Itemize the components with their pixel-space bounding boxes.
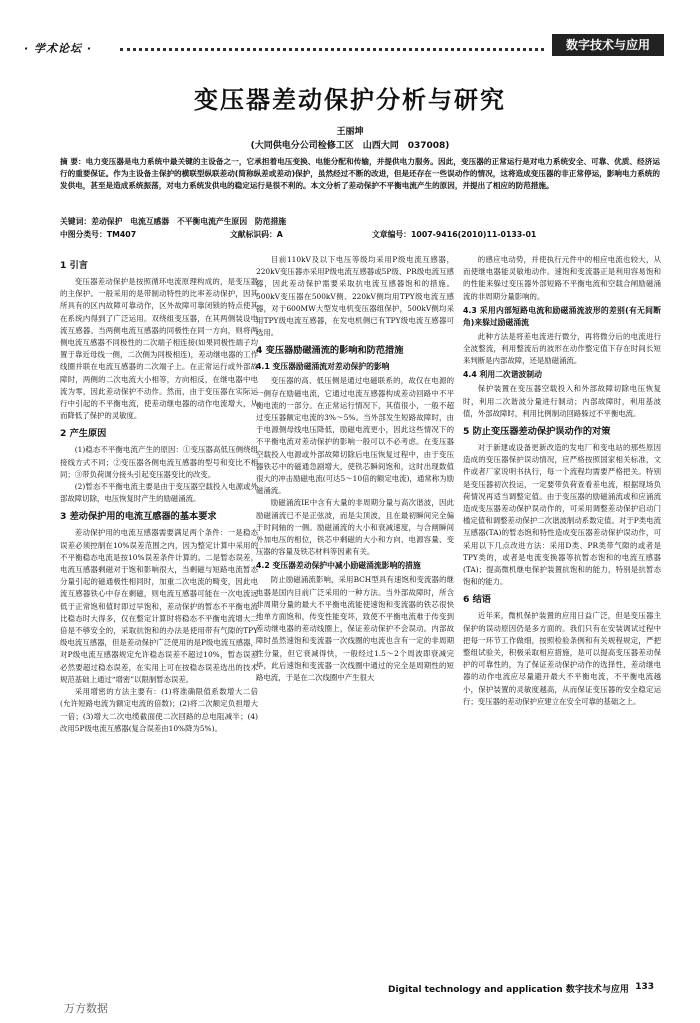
section-heading: 2 产生原因 <box>60 428 107 440</box>
subsection-heading: 4.4 利用二次谐波制动 <box>463 370 542 380</box>
subsection-heading: 4.3 采用内部短路电流和励磁涌流波形的差别(有无间断角)来躲过励磁涌流 <box>463 305 661 327</box>
section-heading: 6 结语 <box>463 594 491 606</box>
journal-tag: 数字技术与应用 <box>552 34 664 56</box>
header-divider <box>120 48 544 51</box>
paragraph: 变压器差动保护是按照循环电流原理构成的，是变压器的主保护。一般采用的是带制动特性的比率差动保护，因其所具有的区内故障可靠动作，区外故障可靠闭锁的特点使其在系统内得到了广泛运用。双绕组变压器，在其两侧装设电流互感器。当两侧电流互感器的同极性在同一方向，则将两侧电流互感器不同极性的二次端子相连接(如果同极性端子均置于靠近母线一侧，二次侧为同极相连)，差动继电器的工作线圈并联在电流互感器的二次端子上。在正常运行或外部故障时，两侧的二次电流大小相等，方向相反，在继电器中电流为零，因此差动保护不动作。然而，由于变压器在实际运行中引起的不平衡电流，使差动继电器的动作电流增大，从而降低了保护的灵敏度。 <box>60 277 258 421</box>
document-code: 文献标识码：A <box>230 230 283 239</box>
abstract: 摘 要：电力变压器是电力系统中最关键的主设备之一，它承担着电压变换、电能分配和传输，并提供电力服务。因此，变压器的正常运行是对电力系统安全、可靠、优质、经济运行的重要保证。作为主设备主保护的横联型纵联差动(简称纵差或差动)保护，虽然经过不断的改进，但是还存在一些误动作的情况，这将造成变压器的非正常停运，影响电力系统的发供电，甚至是造成系统振荡，对电力系统发供电的稳定运行是很不利的。本文分析了差动保护不平衡电流产生的原因，并提出了相应的防范措施。 <box>60 157 660 190</box>
affiliation: (大同供电分公司检修工区 山西大同 037008) <box>250 141 450 151</box>
paragraph: 的感应电动势，并使执行元件中的相应电流也较大，从而使继电器能灵敏地动作。速饱和变流器正是利用容易饱和的性能来躲过变压器外部短路不平衡电流和空载合闸励磁涌流的非周期分量影响的。 <box>463 255 661 301</box>
paragraph: 防止励磁涌流影响，采用BCH型具有速饱和变流器的继电器是国内目前广泛采用的一种方法。当外部故障时，所含非周期分量的最大不平衡电流能使速饱和变流器的铁芯很快地单方面饱和，传变性能变坏，致使不平衡电流难于传变到差动继电器的差动线圈上，保证差动保护不会误动。内部故障时虽然速饱和变流器一次线圈的电流也含有一定的非周期性分量，但它衰减得快，一般经过1.5～2个周波即衰减完毕，此后速饱和变流器一次线圈中通过的完全是周期性的短路电流，于是在二次线圈中产生很大 <box>256 575 454 683</box>
clc-number: 中图分类号：TM407 <box>60 230 137 239</box>
keywords: 关键词：差动保护 电流互感器 不平衡电流产生原因 防范措施 <box>60 217 287 226</box>
paragraph: 此种方法是将差电流进行微分，再将微分后的电流进行全波整流，利用整流后的波形在动作整定值下存在时间长短来判断是内部故障，还是励磁涌流。 <box>463 331 661 366</box>
paragraph: 励磁涌流IE中含有大量的非周期分量与高次谐波，因此励磁涌流已不是正弦波，而是尖顶波，且在最初瞬间完全偏于时间轴的一侧。励磁涌流的大小和衰减速度，与合闸瞬间外加电压的相位，铁芯中剩磁的大小和方向、电源容量、变压器的容量及铁芯材料等因素有关。 <box>256 498 454 557</box>
paragraph: 差动保护用的电流互感器需要满足两个条件：一是稳态误差必须控制在10%误差范围之内，因为整定计算中采用的不平衡稳态电流是按10%误差条件计算的。二是暂态误差，电流互感器剩磁对于饱和影响很大，当剩磁与短路电流暂态分量引起的磁通极性相同时，加重二次电流的畸变，因此电流互感器铁心中存在剩磁，则电流互感器可能在一次电流远低于正常饱和值时即过早饱和，差动保护的暂态不平衡电流比稳态时大得多，仅在整定计算时将稳态不平衡电流增大二倍是不够安全的，采取抗饱和的办法是使用带有气隙的TPY级电流互感器，但是差动保护广泛使用的是P级电流互感器，对P级电流互感器规定允许稳态误差不超过10%，暂态误差必然要超过稳态误差，在实用上可在按稳态误差选出的技术规范基础上通过“增密”以限制暂态误差。 <box>60 528 258 684</box>
column-3 <box>463 254 661 994</box>
journal-footer: Digital technology and application 数字技术与应用 <box>388 985 629 995</box>
paragraph: 目前110kV及以下电压等级均采用P级电流互感器，220kV变压器亦采用P级电流互感器或5P级、PR级电流互感器，因此差动保护需要采取抗电流互感器饱和的措施。500kV变压器在500kV侧、220kV侧均用TPY级电流互感器，对于600MW大型发电机变压器组保护，500kV侧均采用TPY级电流互感器，在发电机侧已有TPY级电流互感器可选用。 <box>256 255 454 338</box>
article-number: 文章编号：1007-9416(2010)11-0133-01 <box>372 230 537 239</box>
watermark: 万方数据 <box>64 1002 108 1015</box>
section-tag: · 学术论坛 · <box>24 42 93 55</box>
column-2 <box>256 254 454 994</box>
subsection-heading: 4.1 变压器励磁涌流对差动保护的影响 <box>256 362 390 372</box>
page-number: 133 <box>635 982 654 992</box>
column-1 <box>60 254 258 994</box>
section-heading: 5 防止变压器差动保护误动作的对策 <box>463 426 611 438</box>
subsection-heading: 4.2 变压器差动保护中减小励磁涌流影响的措施 <box>256 561 421 571</box>
article-title: 变压器差动保护分析与研究 <box>194 85 506 114</box>
section-heading: 3 差动保护用的电流互感器的基本要求 <box>60 511 217 523</box>
paragraph: 保护装置在变压器空载投入和外部故障切除电压恢复时，利用二次谐波分量进行制动；内部故障时，利用基波值，外部故障时，利用比例制动回路躲过不平衡电流。 <box>463 384 661 418</box>
author: 王丽坤 <box>336 127 364 137</box>
paragraph: 对于新建或设备更新改造的发电厂和变电站的那些原因造成的变压器保护误动情况，应严格按照国家相关标准，文件或者厂家说明书执行，每一个流程均需要严格把关。特别是变压器初次投运，一定要带负荷查看差电流，根据现场负荷情况再适当调整定值。由于变压器的励磁涌流或和应涌流造成变压器差动保护误动作的，可采用调整差动保护启动门槛定值和调整差动保护二次谐波制动系数定值。对于P类电流互感器(TA)的暂态饱和特性造成变压器差动保护误动作，可采用以下几点改进方法：采用D类、PR类带气隙的或者是TPY类的，或者是电流变换器等抗暂态饱和的电流互感器(TA)；提高微机继电保护装置抗饱和的能力，特别是抗暂态饱和的能力。 <box>463 443 661 587</box>
paragraph: 采用增密的方法主要有：(1)将准确限值系数增大二倍(允许短路电流为额定电流的倍数)；(2)将二次额定负担增大一倍；(3)增大二次电缆截面使二次回路的总电阻减半；(4)改用5P级电流互感器(复合误差由10%降为5%)。 <box>60 687 258 733</box>
page-header <box>24 34 664 60</box>
paragraph: (2)暂态不平衡电流主要是由于变压器空载投入电源或外部故障切除，电压恢复时产生的励磁涌流。 <box>60 482 258 504</box>
section-heading: 4 变压器励磁涌流的影响和防范措施 <box>256 345 404 357</box>
paragraph: 近年来，微机保护装置的应用日益广泛，但是变压器主保护的误动原因仍是多方面的。我们只有在安装调试过程中把每一环节工作做细，按照检验条例和有关规程规定，严把整组试验关，积极采取相应措施，是可以提高变压器差动保护的可靠性的，为了保证差动保护动作的选择性，差动继电器的动作电流应尽量避开最大不平衡电流，不平衡电流越小，保护装置的灵敏度越高，从而保证变压器的安全稳定运行；变压器的差动保护应建立在安全可靠的基础之上。 <box>463 611 661 706</box>
classification-line <box>60 229 660 241</box>
paragraph: (1)稳态不平衡电流产生的原因：①变压器高低压侧绕组接线方式不同；②变压器各侧电流互感器的型号和变比不相同；③带负荷调分接头引起变压器变比的改变。 <box>60 445 258 479</box>
paragraph: 变压器的高、低压侧是通过电磁联系的，故仅在电源的一侧存在励磁电流，它通过电流互感器构成差动回路中不平衡电流的一部分。在正常运行情况下，其值很小，一般不超过变压器额定电流的3%～5%。当外部发生短路故障时，由于电源侧母线电压降低，励磁电流更小，因此这些情况下的不平衡电流对差动保护的影响一般可以不必考虑。在变压器空载投入电源或外部故障切除后电压恢复过程中，由于变压器铁芯中的磁通急剧增大，使铁芯瞬间饱和，这时出现数值很大的冲击励磁电流(可达5～10倍的额定电流)，通常称为励磁涌流。 <box>256 376 454 496</box>
section-heading: 1 引言 <box>60 260 88 271</box>
